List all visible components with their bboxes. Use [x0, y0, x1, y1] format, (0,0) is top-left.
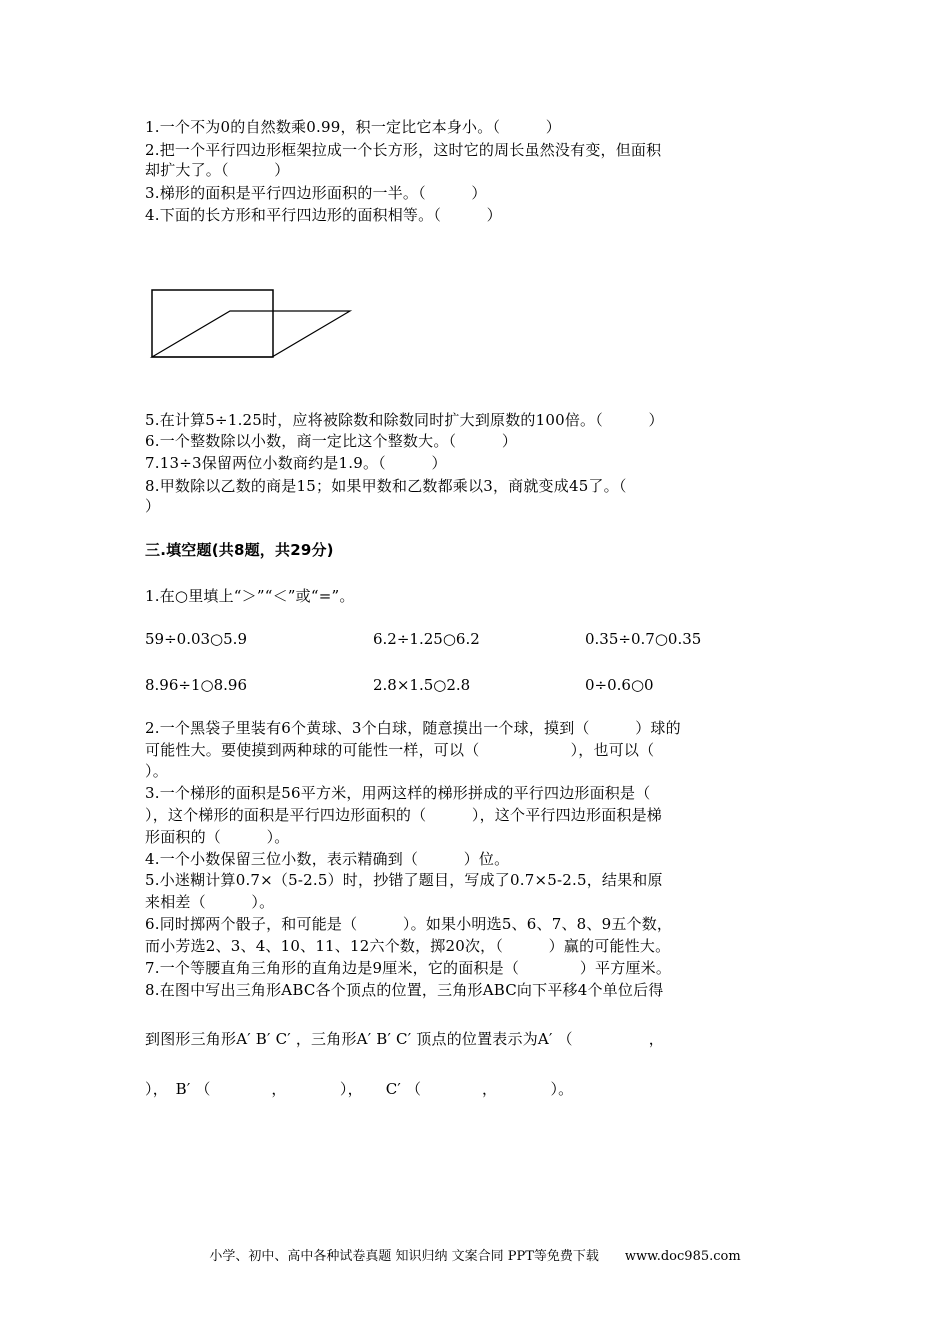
section3-title: 三.填空题(共8题，共29分) [145, 541, 334, 559]
judgement-q6: 6.一个整数除以小数，商一定比这个整数大。（ ） [145, 432, 518, 450]
fill-q3-line2: ），这个梯形的面积是平行四边形面积的（ ），这个平行四边形面积是梯 [145, 806, 663, 824]
judgement-q7: 7.13÷3保留两位小数商约是1.9。（ ） [145, 454, 447, 472]
parallelogram-shape [152, 311, 350, 357]
footer-url[interactable]: www.doc985.com [624, 1249, 741, 1264]
judgement-q2-line2: 却扩大了。（ ） [145, 161, 290, 179]
compare-item: 6.2÷1.25○6.2 [373, 630, 480, 648]
fill-q1-intro: 1.在○里填上“＞”“＜”或“=”。 [145, 587, 355, 605]
judgement-q2-line1: 2.把一个平行四边形框架拉成一个长方形，这时它的周长虽然没有变，但面积 [145, 141, 662, 159]
judgement-q1: 1.一个不为0的自然数乘0.99，积一定比它本身小。（ ） [145, 118, 561, 136]
fill-q3-line1: 3.一个梯形的面积是56平方米，用两这样的梯形拼成的平行四边形面积是（ [145, 784, 651, 802]
fill-q7: 7.一个等腰直角三角形的直角边是9厘米，它的面积是（ ）平方厘米。 [145, 959, 672, 977]
fill-q5-line2: 来相差（ ）。 [145, 893, 275, 911]
rectangle-parallelogram-figure [145, 280, 355, 364]
compare-item: 59÷0.03○5.9 [145, 630, 247, 648]
fill-q8-line2: 到图形三角形A′ B′ C′ ，三角形A′ B′ C′ 顶点的位置表示为A′ （ ， [145, 1030, 664, 1048]
judgement-q8-line1: 8.甲数除以乙数的商是15；如果甲数和乙数都乘以3，商就变成45了。（ [145, 477, 627, 495]
compare-item: 0.35÷0.7○0.35 [585, 630, 702, 648]
judgement-q5: 5.在计算5÷1.25时，应将被除数和除数同时扩大到原数的100倍。（ ） [145, 411, 664, 429]
fill-q2-line3: ）。 [145, 762, 168, 780]
compare-item: 2.8×1.5○2.8 [373, 676, 471, 694]
judgement-q3: 3.梯形的面积是平行四边形面积的一半。（ ） [145, 184, 487, 202]
judgement-q8-line2: ） [145, 497, 161, 515]
page-footer [0, 1248, 950, 1266]
fill-q2-line2: 可能性大。要使摸到两种球的可能性一样，可以（ ），也可以（ [145, 741, 655, 759]
fill-q2-line1: 2.一个黑袋子里装有6个黄球、3个白球，随意摸出一个球，摸到（ ）球的 [145, 719, 681, 737]
compare-item: 8.96÷1○8.96 [145, 676, 247, 694]
compare-item: 0÷0.6○0 [585, 676, 654, 694]
fill-q6-line2: 而小芳选2、3、4、10、11、12六个数，掷20次，（ ）赢的可能性大。 [145, 937, 671, 955]
footer-text: 小学、初中、高中各种试卷真题 知识归纳 文案合同 PPT等免费下载 [209, 1249, 599, 1264]
judgement-q4: 4.下面的长方形和平行四边形的面积相等。（ ） [145, 206, 502, 224]
fill-q8-line3: ）， B′ （ ， ）， C′ （ ， ）。 [145, 1080, 574, 1098]
fill-q6-line1: 6.同时掷两个骰子，和可能是（ ）。如果小明选5、6、7、8、9五个数， [145, 915, 673, 933]
fill-q4: 4.一个小数保留三位小数，表示精确到（ ）位。 [145, 850, 510, 868]
fill-q5-line1: 5.小迷糊计算0.7×（5-2.5）时，抄错了题目，写成了0.7×5-2.5，结果和原 [145, 871, 663, 889]
fill-q8-line1: 8.在图中写出三角形ABC各个顶点的位置，三角形ABC向下平移4个单位后得 [145, 981, 664, 999]
fill-q3-line3: 形面积的（ ）。 [145, 828, 290, 846]
